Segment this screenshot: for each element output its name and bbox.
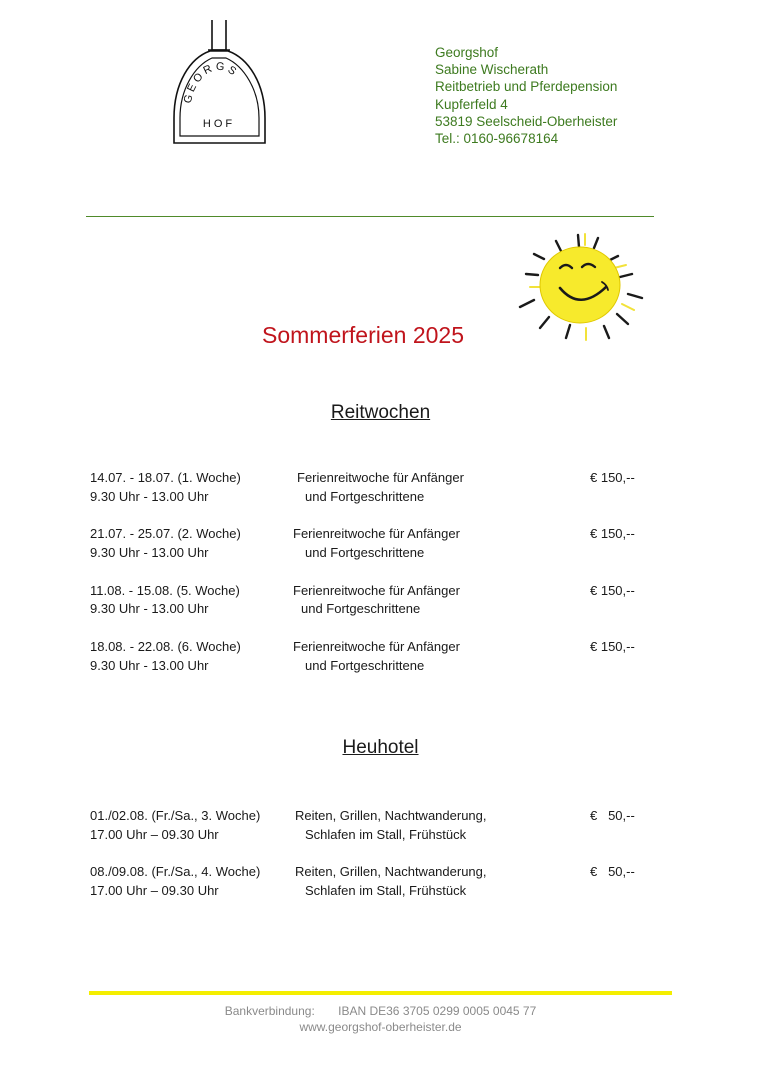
entry-description: Ferienreitwoche für Anfänger (293, 583, 460, 598)
page-title: Sommerferien 2025 (262, 322, 464, 348)
address-line: Tel.: 0160-96678164 (435, 131, 559, 147)
address-line: Georgshof (435, 45, 499, 60)
address-line: Reitbetrieb und Pferdepension (435, 79, 618, 95)
entry-price: € 150,-- (590, 526, 635, 541)
address-line: Sabine Wischerath (435, 62, 549, 78)
header-divider (86, 216, 654, 217)
footer-divider (89, 991, 672, 995)
entry-price: € 150,-- (590, 583, 635, 598)
bank-details: Bankverbindung: IBAN DE36 3705 0299 0005 0045 77 (224, 1004, 537, 1018)
entry-description: Ferienreitwoche für Anfänger (293, 639, 460, 654)
entry-description: und Fortgeschrittene (305, 489, 425, 504)
entry-time: 9.30 Uhr - 13.00 Uhr (90, 658, 209, 673)
logo-text-top: GEORGS (181, 60, 241, 105)
entry-date: 18.08. - 22.08. (6. Woche) (90, 639, 241, 654)
entry-description: Schlafen im Stall, Frühstück (305, 883, 467, 898)
entry-price: € 50,-- (590, 808, 635, 823)
stirrup-logo (170, 18, 270, 148)
address-line: 53819 Seelscheid-Oberheister (435, 113, 618, 129)
entry-date: 14.07. - 18.07. (1. Woche) (90, 470, 241, 485)
reitwochen-heading: Reitwochen (330, 402, 431, 423)
entry-price: € 150,-- (590, 639, 635, 654)
entry-description: Ferienreitwoche für Anfänger (293, 526, 460, 541)
entry-date: 01./02.08. (Fr./Sa., 3. Woche) (90, 808, 261, 823)
entry-date: 21.07. - 25.07. (2. Woche) (90, 526, 241, 541)
address-block (435, 44, 617, 147)
entry-time: 9.30 Uhr - 13.00 Uhr (90, 489, 209, 504)
entry-date: 11.08. - 15.08. (5. Woche) (90, 583, 240, 598)
entry-time: 17.00 Uhr – 09.30 Uhr (90, 827, 219, 842)
entry-description: Ferienreitwoche für Anfänger (297, 470, 464, 485)
entry-time: 9.30 Uhr - 13.00 Uhr (90, 545, 209, 560)
entry-time: 9.30 Uhr - 13.00 Uhr (90, 601, 209, 616)
website-link[interactable]: www.georgshof-oberheister.de (299, 1020, 462, 1034)
entry-description: und Fortgeschrittene (305, 658, 425, 673)
entry-description: Reiten, Grillen, Nachtwanderung, (295, 808, 487, 823)
address-line: Kupferfeld 4 (435, 96, 508, 112)
entry-description: und Fortgeschrittene (301, 601, 421, 616)
entry-price: € 150,-- (590, 470, 635, 485)
entry-date: 08./09.08. (Fr./Sa., 4. Woche) (90, 864, 261, 879)
entry-description: Schlafen im Stall, Frühstück (305, 827, 467, 842)
heuhotel-heading: Heuhotel (342, 737, 419, 758)
entry-description: und Fortgeschrittene (305, 545, 425, 560)
entry-time: 17.00 Uhr – 09.30 Uhr (90, 883, 219, 898)
logo-text-bottom: HOF (202, 118, 236, 130)
entry-description: Reiten, Grillen, Nachtwanderung, (295, 864, 487, 879)
entry-price: € 50,-- (590, 864, 635, 879)
